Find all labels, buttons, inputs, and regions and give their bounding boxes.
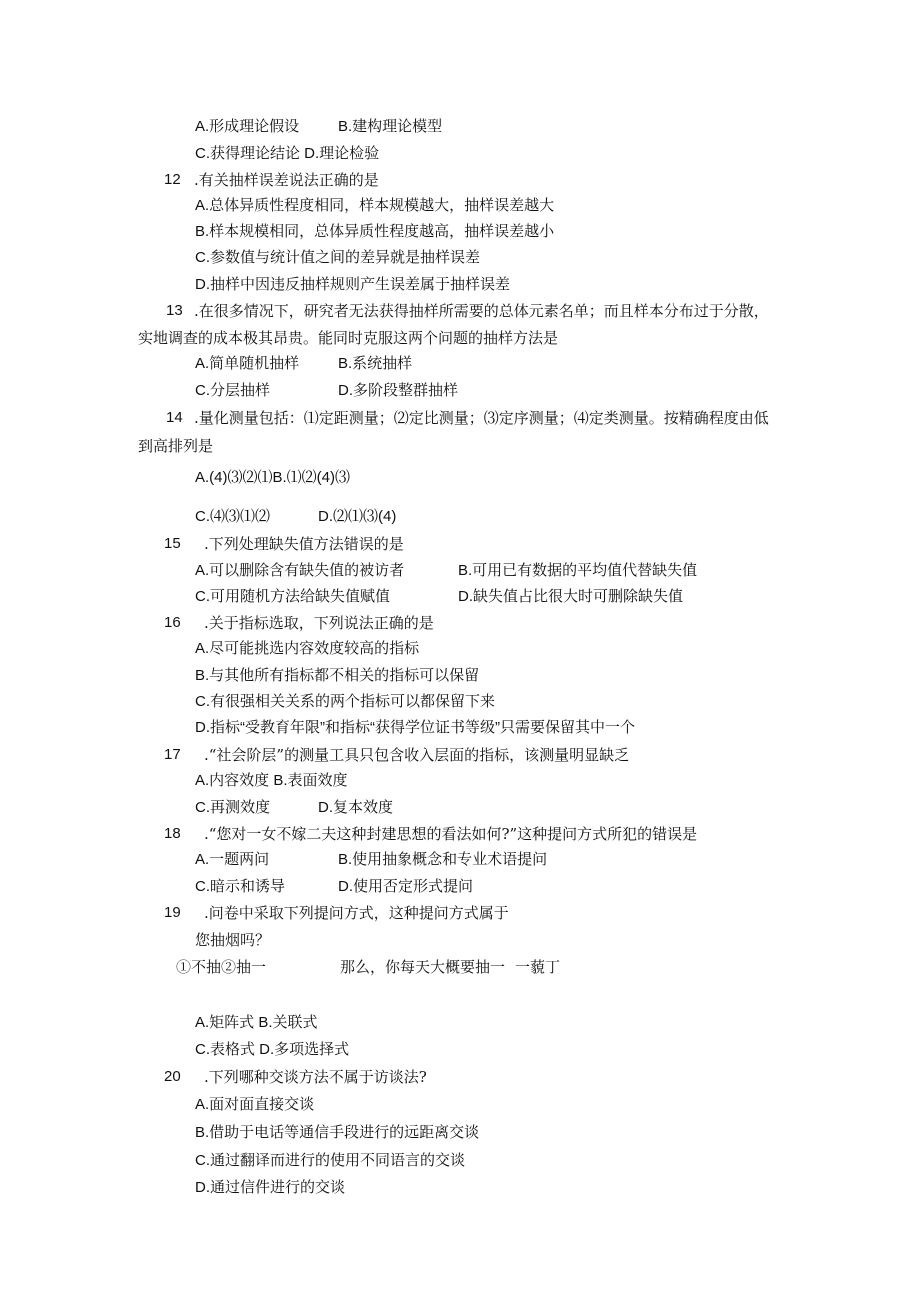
q15-number: 15	[164, 535, 181, 552]
q20-option-c: C.通过翻译而进行的使用不同语言的交谈	[195, 1152, 466, 1169]
q15-option-a: A.可以删除含有缺失值的被访者	[195, 562, 405, 579]
q14-stem-line2: 到高排列是	[138, 437, 214, 455]
q15-option-c: C.可用随机方法给缺失值赋值	[195, 588, 391, 605]
q16-stem: .关于指标选取，下列说法正确的是	[204, 614, 434, 632]
q11-option-b: B.建构理论模型	[338, 118, 443, 135]
q12-option-d: D.抽样中因违反抽样规则产生误差属于抽样误差	[195, 276, 511, 293]
q17-option-ab: A.内容效度 B.表面效度	[195, 772, 348, 789]
q18-number: 18	[164, 825, 181, 842]
q13-stem-line2: 实地调查的成本极其昂贵。能同时克服这两个问题的抽样方法是	[138, 329, 559, 347]
q11-option-a: A.形成理论假设	[195, 118, 300, 135]
q12-option-c: C.参数值与统计值之间的差异就是抽样误差	[195, 249, 481, 266]
q18-option-c: C.暗示和诱导	[195, 878, 286, 895]
q20-option-b: B.借助于电话等通信手段进行的远距离交谈	[195, 1124, 480, 1141]
q18-option-b: B.使用抽象概念和专业术语提问	[338, 851, 548, 868]
q16-option-a: A.尽可能挑选内容效度较高的指标	[195, 640, 420, 657]
q19-sample-choices: ①不抽②抽一	[176, 958, 267, 976]
q13-stem-line1: .在很多情况下，研究者无法获得抽样所需要的总体元素名单；而且样本分布过于分散，	[194, 302, 769, 320]
q18-stem: .“您对一女不嫁二夫这种封建思想的看法如何?”这种提问方式所犯的错误是	[204, 825, 698, 843]
q16-option-b: B.与其他所有指标都不相关的指标可以保留	[195, 667, 480, 684]
q12-option-a: A.总体异质性程度相同，样本规模越大，抽样误差越大	[195, 197, 555, 214]
q17-number: 17	[164, 746, 181, 763]
q20-option-a: A.面对面直接交谈	[195, 1096, 315, 1113]
q19-sample-unit: 一藐丁	[515, 958, 561, 976]
q20-stem: .下列哪种交谈方法不属于访谈法?	[204, 1068, 427, 1086]
q19-sample-followup: 那么，你每天大概要抽一	[340, 958, 506, 976]
q14-option-c: C.⑷⑶⑴⑵	[195, 508, 271, 525]
q17-stem: .“社会阶层”的测量工具只包含收入层面的指标，该测量明显缺乏	[204, 746, 630, 764]
q14-option-d: D.⑵⑴⑶(4)	[318, 508, 397, 525]
q19-option-cd: C.表格式 D.多项选择式	[195, 1041, 350, 1058]
q13-option-d: D.多阶段整群抽样	[338, 382, 459, 399]
q16-option-c: C.有很强相关关系的两个指标可以都保留下来	[195, 693, 496, 710]
q15-option-d: D.缺失值占比很大时可删除缺失值	[458, 588, 684, 605]
q15-option-b: B.可用已有数据的平均值代替缺失值	[458, 562, 698, 579]
q13-option-a: A.简单随机抽样	[195, 355, 300, 372]
q13-number: 13	[166, 302, 183, 319]
q14-number: 14	[166, 409, 183, 426]
q13-option-c: C.分层抽样	[195, 382, 271, 399]
q14-stem-line1: .量化测量包括：⑴定距测量；⑵定比测量；⑶定序测量；⑷定类测量。按精确程度由低	[194, 409, 769, 427]
q17-option-c: C.再测效度	[195, 799, 271, 816]
q19-sample-question: 您抽烟吗？	[195, 931, 271, 949]
q16-number: 16	[164, 614, 181, 631]
q18-option-a: A.一题两问	[195, 851, 270, 868]
q16-option-d: D.指标“受教育年限”和指标“获得学位证书等级”只需要保留其中一个	[195, 719, 635, 736]
q19-stem: .问卷中采取下列提问方式，这种提问方式属于	[204, 904, 509, 922]
q12-stem: .有关抽样误差说法正确的是	[194, 171, 379, 189]
q12-option-b: B.样本规模相同，总体异质性程度越高，抽样误差越小	[195, 223, 555, 240]
q13-option-b: B.系统抽样	[338, 355, 413, 372]
q14-option-ab: A.(4)⑶⑵⑴B.⑴⑵(4)⑶	[195, 469, 351, 486]
q15-stem: .下列处理缺失值方法错误的是	[204, 535, 404, 553]
q12-number: 12	[164, 171, 181, 188]
q11-option-cd: C.获得理论结论 D.理论检验	[195, 145, 380, 162]
q20-number: 20	[164, 1068, 181, 1085]
q18-option-d: D.使用否定形式提问	[338, 878, 474, 895]
q17-option-d: D.复本效度	[318, 799, 394, 816]
q19-option-ab: A.矩阵式 B.关联式	[195, 1014, 318, 1031]
q20-option-d: D.通过信件进行的交谈	[195, 1179, 346, 1196]
q19-number: 19	[164, 904, 181, 921]
